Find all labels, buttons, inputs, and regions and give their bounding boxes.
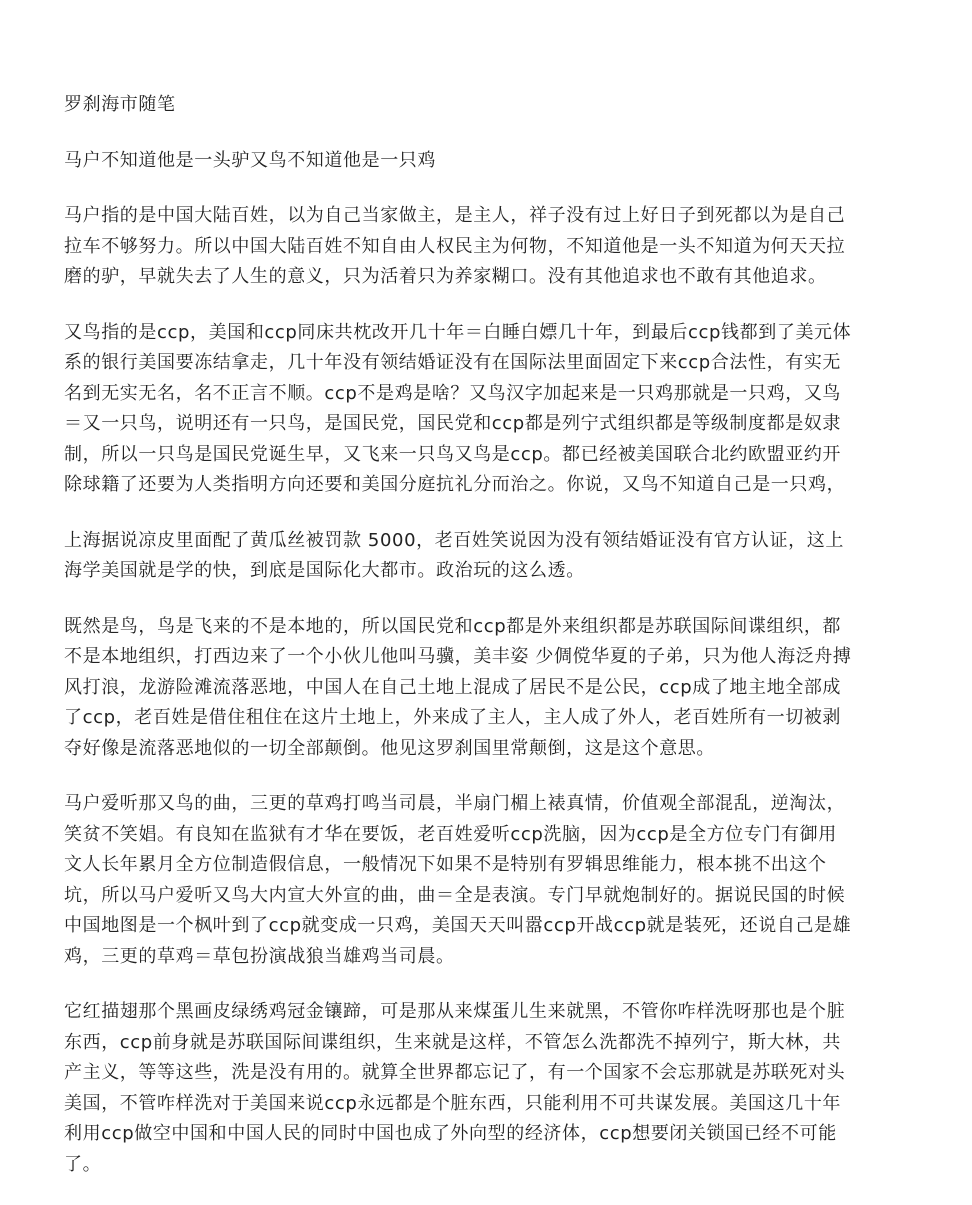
paragraph-6: 它红描翅那个黑画皮绿绣鸡冠金镶蹄，可是那从来煤蛋儿生来就黑，不管你咋样洗呀那也是个脏东西，ccp前身就是苏联国际间谍组织，生来就是这样，不管怎么洗都洗不掉列宁，斯大林，共产主义，等等这些，洗是没有用的。就算全世界都忘记了，有一个国家不会忘那就是苏联死对头美国，不管咋样洗对于美国来说ccp永远都是个脏东西，只能利用不可共谋发展。美国这几十年利用ccp做空中国和中国人民的同时中国也成了外向型的经济体，ccp想要闭关锁国已经不可能了。 bbox=[64, 1001, 846, 1175]
document-page bbox=[64, 90, 854, 1205]
paragraph-4: 既然是鸟，鸟是飞来的不是本地的，所以国民党和ccp都是外来组织都是苏联国际间谍组织，都不是本地组织，打西边来了一个小伙儿他叫马骥，美丰姿 少倜傥华夏的子弟，只为他人海泛舟搏风打浪，龙游险滩流落恶地，中国人在自己土地上混成了居民不是公民，ccp成了地主地全部成了ccp，老百姓是借住租住在这片土地上，外来成了主人，主人成了外人，老百姓所有一切被剥夺好像是流落恶地似的一切全部颠倒。他见这罗刹国里常颠倒，这是这个意思。 bbox=[64, 615, 852, 759]
paragraph-3: 上海据说凉皮里面配了黄瓜丝被罚款 5000，老百姓笑说因为没有领结婚证没有官方认证，这上海学美国就是学的快，到底是国际化大都市。政治玩的这么透。 bbox=[64, 529, 844, 581]
document-subtitle: 马户不知道他是一头驴又鸟不知道他是一只鸡 bbox=[64, 149, 436, 171]
document-title: 罗刹海市随笔 bbox=[64, 94, 176, 115]
paragraph-2: 又鸟指的是ccp，美国和ccp同床共枕改开几十年＝白睡白嫖几十年，到最后ccp钱都到了美元体系的银行美国要冻结拿走，几十年没有领结婚证没有在国际法里面固定下来ccp合法性，有实无名到无实无名，名不正言不顺。ccp不是鸡是啥？又鸟汉字加起来是一只鸡那就是一只鸡，又鸟＝又一只鸟，说明还有一只鸟，是国民党，国民党和ccp都是列宁式组织都是等级制度都是奴隶制，所以一只鸟是国民党诞生早，又飞来一只鸟又鸟是ccp。都已经被美国联合北约欧盟亚约开除球籍了还要为人类指明方向还要和美国分庭抗礼分而治之。你说，又鸟不知道自己是一只鸡， bbox=[64, 321, 852, 495]
paragraph-1: 马户指的是中国大陆百姓，以为自己当家做主，是主人，祥子没有过上好日子到死都以为是自己拉车不够努力。所以中国大陆百姓不知自由人权民主为何物，不知道他是一头不知道为何天天拉磨的驴，早就失去了人生的意义，只为活着只为养家糊口。没有其他追求也不敢有其他追求。 bbox=[64, 205, 846, 287]
paragraph-5: 马户爱听那又鸟的曲，三更的草鸡打鸣当司晨，半扇门楣上裱真情，价值观全部混乱，逆淘汰，笑贫不笑娼。有良知在监狱有才华在要饭，老百姓爱听ccp洗脑，因为ccp是全方位专门有御用文人长年累月全方位制造假信息，一般情况下如果不是特别有罗辑思维能力，根本挑不出这个坑，所以马户爱听又鸟大内宣大外宣的曲，曲＝全是表演。专门早就炮制好的。据说民国的时候中国地图是一个枫叶到了ccp就变成一只鸡，美国天天叫嚣ccp开战ccp就是装死，还说自己是雄鸡，三更的草鸡＝草包扮演战狼当雄鸡当司晨。 bbox=[64, 793, 852, 967]
